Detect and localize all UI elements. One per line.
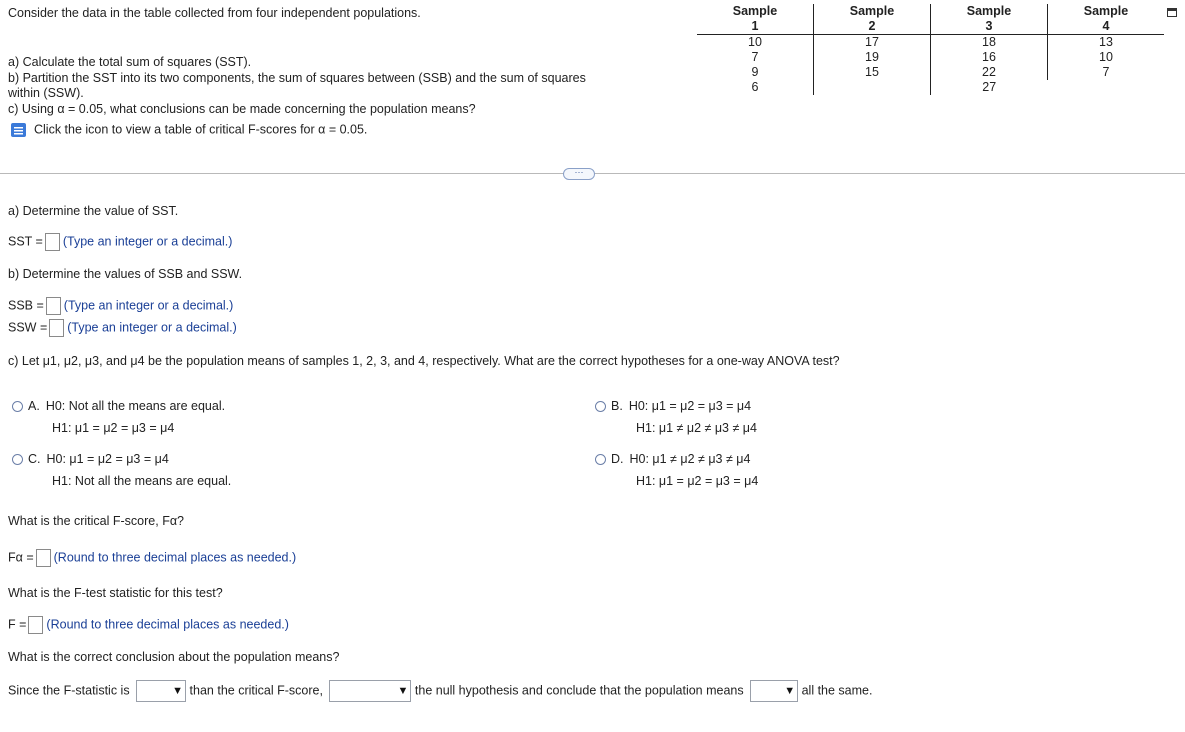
option-c[interactable]: C. H0: μ1 = μ2 = μ3 = μ4	[12, 452, 169, 466]
since-text: Since the F-statistic is	[8, 683, 130, 698]
option-b-h1: H1: μ1 ≠ μ2 ≠ μ3 ≠ μ4	[636, 421, 757, 435]
option-a-radio[interactable]	[12, 401, 23, 412]
sst-hint: (Type an integer or a decimal.)	[62, 234, 233, 249]
ssw-label: SSW =	[8, 320, 48, 335]
f-row	[8, 616, 289, 634]
header-sample-3: Sample 3	[931, 4, 1048, 35]
option-d-h0: H0: μ1 ≠ μ2 ≠ μ3 ≠ μ4	[629, 452, 751, 466]
comparison-dropdown[interactable]	[136, 680, 186, 702]
table-cell: 9	[751, 65, 759, 79]
sst-row	[8, 233, 232, 251]
option-a[interactable]: A. H0: Not all the means are equal.	[12, 399, 225, 413]
table-cell: 17	[814, 35, 931, 51]
option-b[interactable]: B. H0: μ1 = μ2 = μ3 = μ4	[595, 399, 751, 413]
table-cell: 10	[748, 35, 762, 49]
dropdown-arrow-icon: ▼	[172, 685, 184, 697]
ssw-hint: (Type an integer or a decimal.)	[67, 320, 237, 335]
sst-label: SST =	[8, 234, 43, 249]
table-row	[697, 80, 1164, 95]
table-cell: 27	[931, 80, 1048, 95]
option-b-radio[interactable]	[595, 401, 606, 412]
f-hint: (Round to three decimal places as needed.)	[46, 617, 289, 632]
table-cell: 13	[1048, 35, 1165, 51]
fa-hint: (Round to three decimal places as needed.)	[53, 550, 297, 565]
f-input[interactable]	[28, 616, 43, 634]
critical-table-link-text: Click the icon to view a table of critical F-scores for α = 0.05.	[34, 122, 368, 137]
fa-row	[8, 549, 296, 567]
table-row	[697, 35, 1164, 51]
same-text: all the same.	[801, 683, 873, 698]
ssb-label: SSB =	[8, 298, 44, 313]
than-text: than the critical F-score,	[189, 683, 323, 698]
ssw-row	[8, 319, 237, 337]
option-c-h1: H1: Not all the means are equal.	[52, 474, 232, 488]
part-b-heading: b) Determine the values of SSB and SSW.	[8, 267, 243, 281]
dropdown-arrow-icon: ▼	[397, 685, 409, 697]
critical-f-question: What is the critical F-score, Fα?	[8, 514, 185, 528]
option-c-radio[interactable]	[12, 454, 23, 465]
option-b-h0: H0: μ1 = μ2 = μ3 = μ4	[628, 399, 752, 413]
option-d[interactable]: D. H0: μ1 ≠ μ2 ≠ μ3 ≠ μ4	[595, 452, 750, 466]
table-row	[697, 65, 1164, 80]
part-a-heading: a) Determine the value of SST.	[8, 204, 179, 218]
part-b-text: b) Partition the SST into its two components, the sum of squares between (SSB) and the sum of squares	[8, 71, 586, 85]
ssb-input[interactable]	[46, 297, 61, 315]
header-sample-1: Sample 1	[697, 4, 814, 35]
table-cell: 18	[931, 35, 1048, 51]
table-cell: 22	[931, 65, 1048, 80]
table-cell: 7	[1048, 65, 1165, 80]
header-sample-2: Sample 2	[814, 4, 931, 35]
expand-more-button[interactable]: ···	[563, 168, 595, 180]
table-cell: 10	[1048, 50, 1165, 65]
popout-icon[interactable]	[1167, 8, 1177, 18]
decision-dropdown[interactable]	[329, 680, 411, 702]
part-b-text-cont: within (SSW).	[8, 86, 84, 100]
part-a-text: a) Calculate the total sum of squares (SST).	[8, 55, 252, 69]
dropdown-arrow-icon: ▼	[784, 685, 796, 697]
option-a-h1: H1: μ1 = μ2 = μ3 = μ4	[52, 421, 175, 435]
table-cell	[814, 80, 931, 95]
fa-input[interactable]	[36, 549, 51, 567]
question-intro: Consider the data in the table collected from four independent populations.	[8, 6, 421, 20]
option-d-radio[interactable]	[595, 454, 606, 465]
ssb-row	[8, 297, 233, 315]
ssb-hint: (Type an integer or a decimal.)	[63, 298, 234, 313]
part-c-heading: c) Let μ1, μ2, μ3, and μ4 be the population means of samples 1, 2, 3, and 4, respectively. What are the correct hypotheses for a one-way ANOVA test?	[8, 354, 840, 368]
f-label: F =	[8, 617, 27, 632]
table-row	[697, 50, 1164, 65]
table-icon[interactable]	[10, 122, 28, 138]
table-cell: 6	[751, 80, 759, 94]
option-d-h1: H1: μ1 = μ2 = μ3 = μ4	[636, 474, 759, 488]
table-cell: 19	[814, 50, 931, 65]
conclusion-row	[8, 680, 872, 702]
table-cell: 15	[814, 65, 931, 80]
fa-label: Fα =	[8, 550, 34, 565]
part-c-text: c) Using α = 0.05, what conclusions can be made concerning the population means?	[8, 102, 476, 116]
table-cell: 7	[751, 50, 759, 64]
option-c-h0: H0: μ1 = μ2 = μ3 = μ4	[46, 452, 169, 466]
table-cell	[1048, 80, 1165, 95]
option-a-h0: H0: Not all the means are equal.	[45, 399, 226, 413]
critical-table-link[interactable]	[10, 122, 367, 138]
null-text: the null hypothesis and conclude that the population means	[414, 683, 744, 698]
header-sample-4: Sample 4	[1048, 4, 1165, 35]
ssw-input[interactable]	[49, 319, 64, 337]
means-dropdown[interactable]	[750, 680, 798, 702]
data-table	[697, 4, 1164, 95]
table-cell: 16	[931, 50, 1048, 65]
conclusion-question: What is the correct conclusion about the population means?	[8, 650, 340, 664]
f-test-question: What is the F-test statistic for this test?	[8, 586, 223, 600]
sst-input[interactable]	[45, 233, 60, 251]
